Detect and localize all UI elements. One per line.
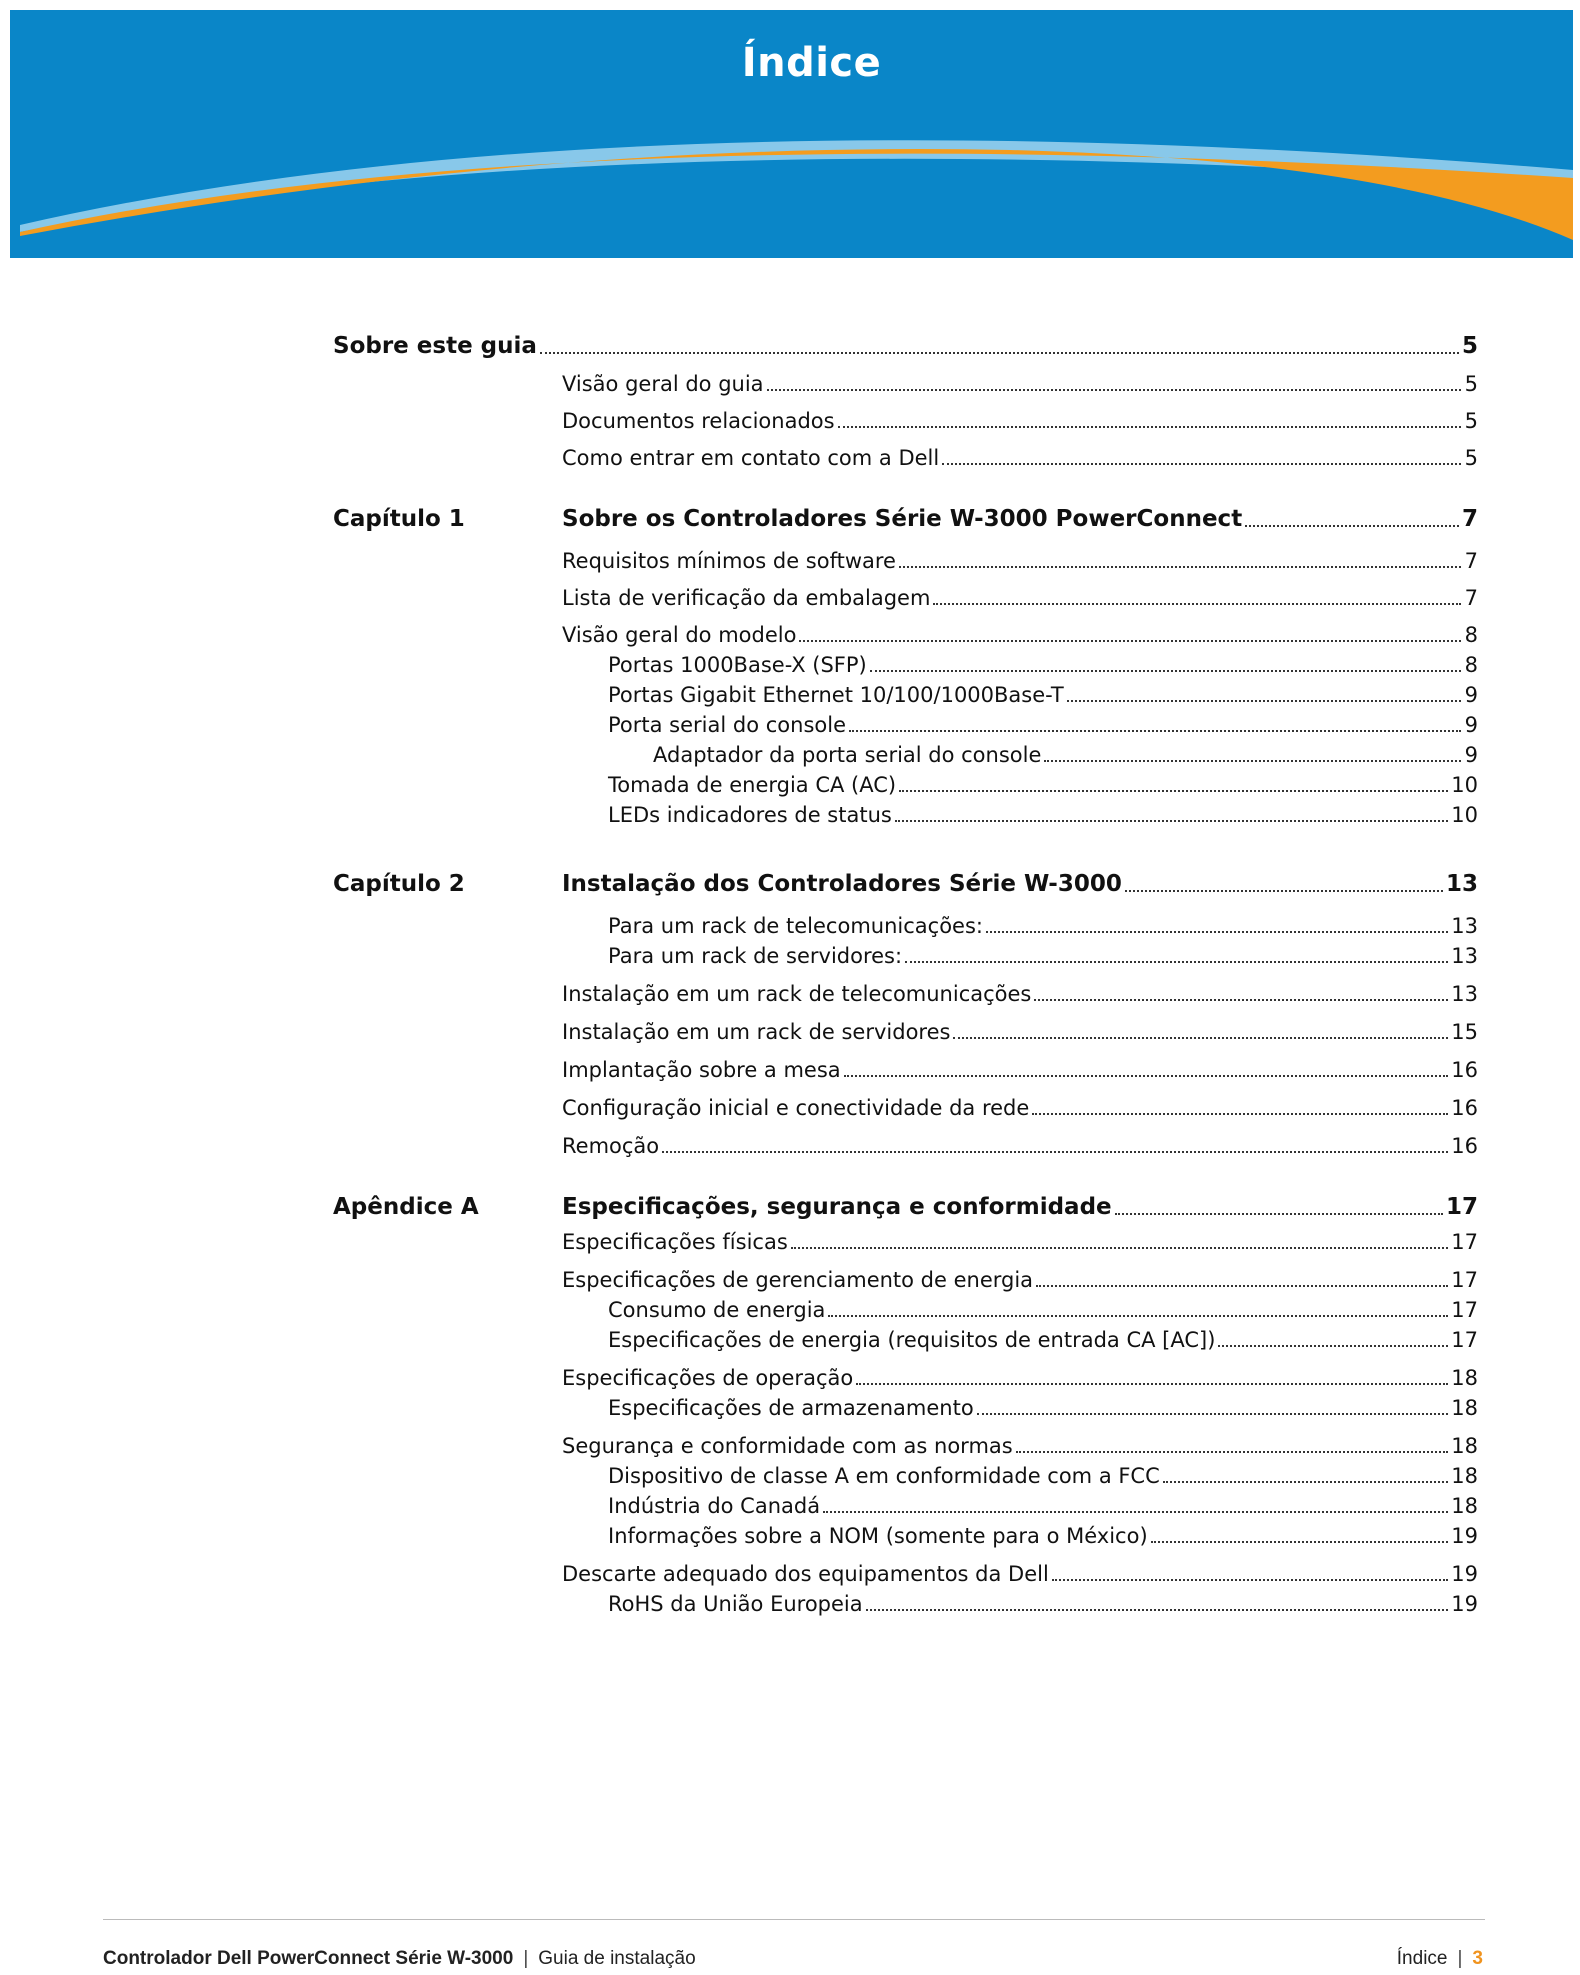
- footer-section: Índice: [1396, 1948, 1448, 1969]
- toc-page-number: 19: [1451, 1562, 1478, 1586]
- toc-page-number: 5: [1461, 333, 1478, 359]
- dot-leader: [1052, 1579, 1448, 1581]
- toc-page-number: 7: [1461, 506, 1478, 532]
- toc-entry-title: Como entrar em contato com a Dell: [562, 446, 940, 470]
- footer-doc-type: Guia de instalação: [538, 1948, 696, 1969]
- toc-entry-title: Especificações de operação: [562, 1366, 854, 1390]
- footer-separator: |: [523, 1948, 529, 1969]
- toc-page-number: 5: [1464, 409, 1478, 433]
- toc-page-number: 13: [1451, 944, 1478, 968]
- toc-entry-title: Especificações físicas: [562, 1230, 788, 1254]
- header-banner: [10, 10, 1573, 258]
- toc-entry-title: Instalação em um rack de telecomunicações: [562, 982, 1032, 1006]
- dot-leader: [1115, 1213, 1443, 1215]
- dot-leader: [856, 1383, 1448, 1385]
- dot-leader: [838, 426, 1461, 428]
- toc-entry-title: Para um rack de servidores:: [608, 944, 903, 968]
- toc-entry-title: LEDs indicadores de status: [608, 803, 892, 827]
- footer-divider: [103, 1919, 1485, 1920]
- dot-leader: [1245, 525, 1459, 527]
- dot-leader: [767, 389, 1461, 391]
- dot-leader: [1044, 760, 1461, 762]
- footer-product: Controlador Dell PowerConnect Série W-3000: [103, 1948, 514, 1969]
- toc-page-number: 17: [1445, 1194, 1478, 1220]
- toc-entry-title: Sobre os Controladores Série W-3000 PowerConnect: [562, 506, 1243, 532]
- dot-leader: [662, 1151, 1448, 1153]
- toc-entry[interactable]: [0, 936, 1580, 972]
- toc-entry-title: Configuração inicial e conectividade da rede: [562, 1096, 1030, 1120]
- toc-entry-title: Especificações de armazenamento: [608, 1396, 974, 1420]
- toc-entry-title: Lista de verificação da embalagem: [562, 586, 931, 610]
- toc-entry-title: Para um rack de telecomunicações:: [608, 914, 983, 938]
- toc-entry-title: RoHS da União Europeia: [608, 1592, 863, 1616]
- toc-page-number: 16: [1451, 1058, 1478, 1082]
- toc-page-number: 8: [1464, 653, 1478, 677]
- toc-page-number: 18: [1451, 1464, 1478, 1488]
- toc-chapter-label: Capítulo 2: [333, 871, 465, 897]
- toc-page-number: 18: [1451, 1366, 1478, 1390]
- dot-leader: [1032, 1113, 1448, 1115]
- toc-entry[interactable]: [0, 795, 1580, 831]
- toc-entry-title: Segurança e conformidade com as normas: [562, 1434, 1013, 1458]
- toc-entry-title: Especificações de energia (requisitos de entrada CA [AC]): [608, 1328, 1216, 1352]
- toc-entry-title: Visão geral do guia: [562, 372, 764, 396]
- dot-leader: [895, 820, 1448, 822]
- toc-entry[interactable]: [0, 578, 1580, 614]
- toc-entry-title: Requisitos mínimos de software: [562, 549, 896, 573]
- toc-page-number: 17: [1451, 1230, 1478, 1254]
- toc-page-number: 16: [1451, 1096, 1478, 1120]
- toc-entry-title: Informações sobre a NOM (somente para o México): [608, 1524, 1148, 1548]
- toc-page-number: 9: [1464, 713, 1478, 737]
- toc-entry-title: Sobre este guia: [333, 333, 537, 359]
- toc-page-number: 15: [1451, 1020, 1478, 1044]
- toc-entry[interactable]: [0, 1088, 1580, 1124]
- toc-page-number: 17: [1451, 1298, 1478, 1322]
- dot-leader: [953, 1037, 1448, 1039]
- toc-entry-title: Especificações de gerenciamento de energia: [562, 1268, 1034, 1292]
- dot-leader: [899, 566, 1461, 568]
- dot-leader: [899, 790, 1448, 792]
- toc-entry[interactable]: [0, 1012, 1580, 1048]
- toc-entry[interactable]: [0, 1388, 1580, 1424]
- toc-page-number: 10: [1451, 803, 1478, 827]
- toc-entry[interactable]: [0, 1188, 1580, 1224]
- toc-entry-title: Descarte adequado dos equipamentos da Dell: [562, 1562, 1049, 1586]
- toc-page-number: 18: [1451, 1494, 1478, 1518]
- toc-entry-title: Tomada de energia CA (AC): [608, 773, 897, 797]
- toc-entry[interactable]: [0, 1516, 1580, 1552]
- toc-page-number: 19: [1451, 1592, 1478, 1616]
- toc-entry-title: Documentos relacionados: [562, 409, 835, 433]
- dot-leader: [823, 1511, 1448, 1513]
- toc-entry[interactable]: [0, 401, 1580, 437]
- dot-leader: [1067, 700, 1461, 702]
- dot-leader: [1034, 999, 1448, 1001]
- toc-page-number: 18: [1451, 1434, 1478, 1458]
- toc-page-number: 5: [1464, 372, 1478, 396]
- toc-entry[interactable]: [0, 974, 1580, 1010]
- toc-entry[interactable]: [0, 438, 1580, 474]
- toc-entry[interactable]: [0, 1050, 1580, 1086]
- toc-page-number: 9: [1464, 743, 1478, 767]
- toc-page-number: 16: [1451, 1134, 1478, 1158]
- dot-leader: [977, 1413, 1449, 1415]
- toc-page-number: 19: [1451, 1524, 1478, 1548]
- dot-leader: [849, 730, 1461, 732]
- toc-entry[interactable]: [0, 865, 1580, 901]
- dot-leader: [1218, 1345, 1448, 1347]
- footer-page-number: 3: [1472, 1948, 1483, 1969]
- toc-entry-title: Instalação dos Controladores Série W-3000: [562, 871, 1122, 897]
- page-footer: [103, 1948, 1483, 1974]
- toc-entry[interactable]: [0, 541, 1580, 577]
- toc-entry-title: Portas 1000Base-X (SFP): [608, 653, 867, 677]
- toc-entry[interactable]: [0, 500, 1580, 536]
- toc-entry-title: Portas Gigabit Ethernet 10/100/1000Base-T: [608, 683, 1064, 707]
- dot-leader: [870, 670, 1461, 672]
- toc-page-number: 17: [1451, 1268, 1478, 1292]
- dot-leader: [1151, 1541, 1449, 1543]
- footer-separator-right: |: [1457, 1948, 1463, 1969]
- dot-leader: [1016, 1451, 1449, 1453]
- toc-entry-title: Adaptador da porta serial do console: [653, 743, 1042, 767]
- toc-page-number: 17: [1451, 1328, 1478, 1352]
- toc-entry[interactable]: [0, 1222, 1580, 1258]
- toc-page-number: 18: [1451, 1396, 1478, 1420]
- toc-page-number: 8: [1464, 623, 1478, 647]
- toc-entry-title: Remoção: [562, 1134, 660, 1158]
- toc-entry-title: Instalação em um rack de servidores: [562, 1020, 951, 1044]
- toc-page-number: 13: [1445, 871, 1478, 897]
- toc-entry[interactable]: [0, 1320, 1580, 1356]
- toc-page-number: 5: [1464, 446, 1478, 470]
- dot-leader: [933, 603, 1461, 605]
- toc-page-number: 7: [1464, 586, 1478, 610]
- toc-entry[interactable]: [0, 364, 1580, 400]
- dot-leader: [905, 961, 1448, 963]
- toc-chapter-label: Capítulo 1: [333, 506, 465, 532]
- toc-entry-title: Consumo de energia: [608, 1298, 826, 1322]
- toc-entry-title: Visão geral do modelo: [562, 623, 797, 647]
- dot-leader: [791, 1247, 1448, 1249]
- toc-entry[interactable]: [0, 1126, 1580, 1162]
- dot-leader: [986, 931, 1448, 933]
- dot-leader: [828, 1315, 1448, 1317]
- toc-entry-title: Especificações, segurança e conformidade: [562, 1194, 1112, 1220]
- toc-page-number: 10: [1451, 773, 1478, 797]
- page-title: Índice: [741, 40, 882, 86]
- toc-entry[interactable]: [0, 327, 1580, 363]
- dot-leader: [1036, 1285, 1448, 1287]
- toc-entry[interactable]: [0, 1584, 1580, 1620]
- toc-page-number: 7: [1464, 549, 1478, 573]
- dot-leader: [540, 352, 1459, 354]
- toc-entry-title: Dispositivo de classe A em conformidade com a FCC: [608, 1464, 1160, 1488]
- dot-leader: [799, 640, 1461, 642]
- toc-entry-title: Implantação sobre a mesa: [562, 1058, 841, 1082]
- dot-leader: [1163, 1481, 1449, 1483]
- toc-page-number: 13: [1451, 982, 1478, 1006]
- toc-page-number: 9: [1464, 683, 1478, 707]
- toc-chapter-label: Apêndice A: [333, 1194, 479, 1220]
- dot-leader: [1125, 890, 1443, 892]
- dot-leader: [866, 1609, 1449, 1611]
- toc-page-number: 13: [1451, 914, 1478, 938]
- toc-entry-title: Porta serial do console: [608, 713, 846, 737]
- dot-leader: [844, 1075, 1449, 1077]
- toc-entry-title: Indústria do Canadá: [608, 1494, 821, 1518]
- dot-leader: [942, 463, 1461, 465]
